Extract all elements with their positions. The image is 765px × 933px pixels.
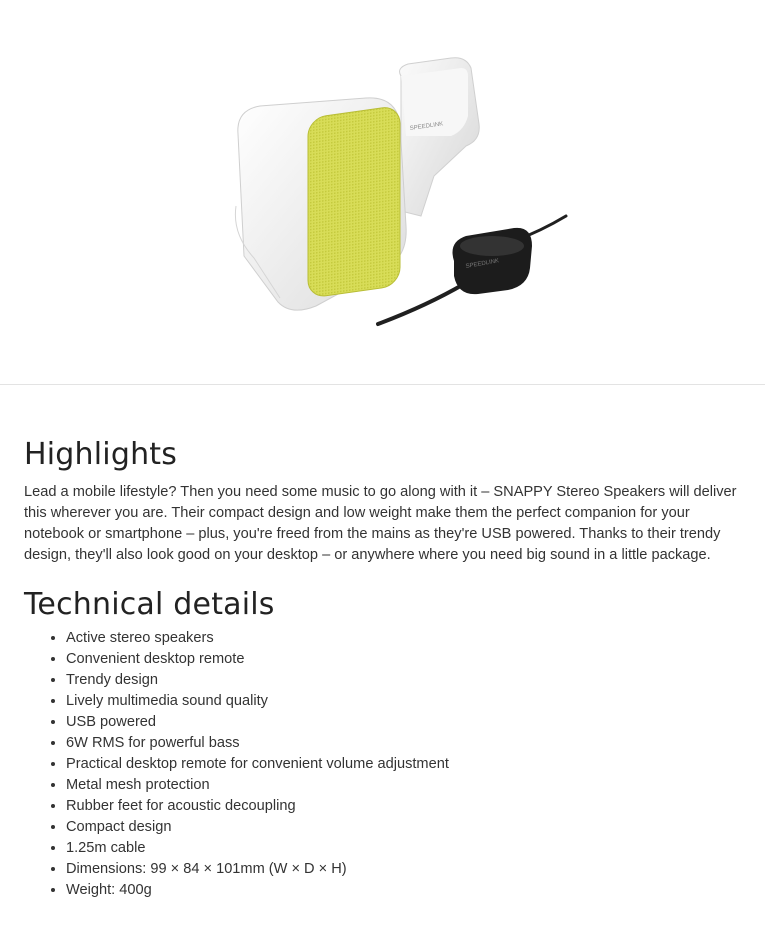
- brand-mark: SPEEDLINK: [409, 121, 444, 132]
- spec-item: • Practical desktop remote for convenient volume adjustment: [66, 754, 750, 775]
- technical-details-heading: Technical details: [24, 587, 275, 622]
- spec-item: • Trendy design: [66, 670, 750, 691]
- svg-text:SPEEDLINK: SPEEDLINK: [465, 258, 500, 270]
- product-image-area: [0, 0, 765, 385]
- spec-item: • Weight: 400g: [66, 880, 750, 901]
- technical-details-list: [24, 628, 750, 901]
- highlights-text: Lead a mobile lifestyle? Then you need some music to go along with it – SNAPPY Stereo Speakers will deliver this wherever you are. Their compact design and low weight make them the perfect companion for your notebook or smartphone – plus, you're freed from the mains as they're USB powered. Thanks to their trendy design, they'll also look good on your desktop – or anywhere where you need big sound in a little package.: [24, 484, 737, 563]
- spec-item: • Rubber feet for acoustic decoupling: [66, 796, 750, 817]
- spec-item: • Dimensions: 99 × 84 × 101mm (W × D × H): [66, 859, 750, 880]
- product-image: [196, 6, 576, 361]
- spec-item: • 6W RMS for powerful bass: [66, 733, 750, 754]
- highlights-heading: Highlights: [24, 437, 178, 472]
- spec-item: • Lively multimedia sound quality: [66, 691, 750, 712]
- product-description: [24, 436, 750, 901]
- spec-item: • 1.25m cable: [66, 838, 750, 859]
- spec-item: • Active stereo speakers: [66, 628, 750, 649]
- spec-item: • Compact design: [66, 817, 750, 838]
- spec-item: • Metal mesh protection: [66, 775, 750, 796]
- spec-item: • Convenient desktop remote: [66, 649, 750, 670]
- spec-item: • USB powered: [66, 712, 750, 733]
